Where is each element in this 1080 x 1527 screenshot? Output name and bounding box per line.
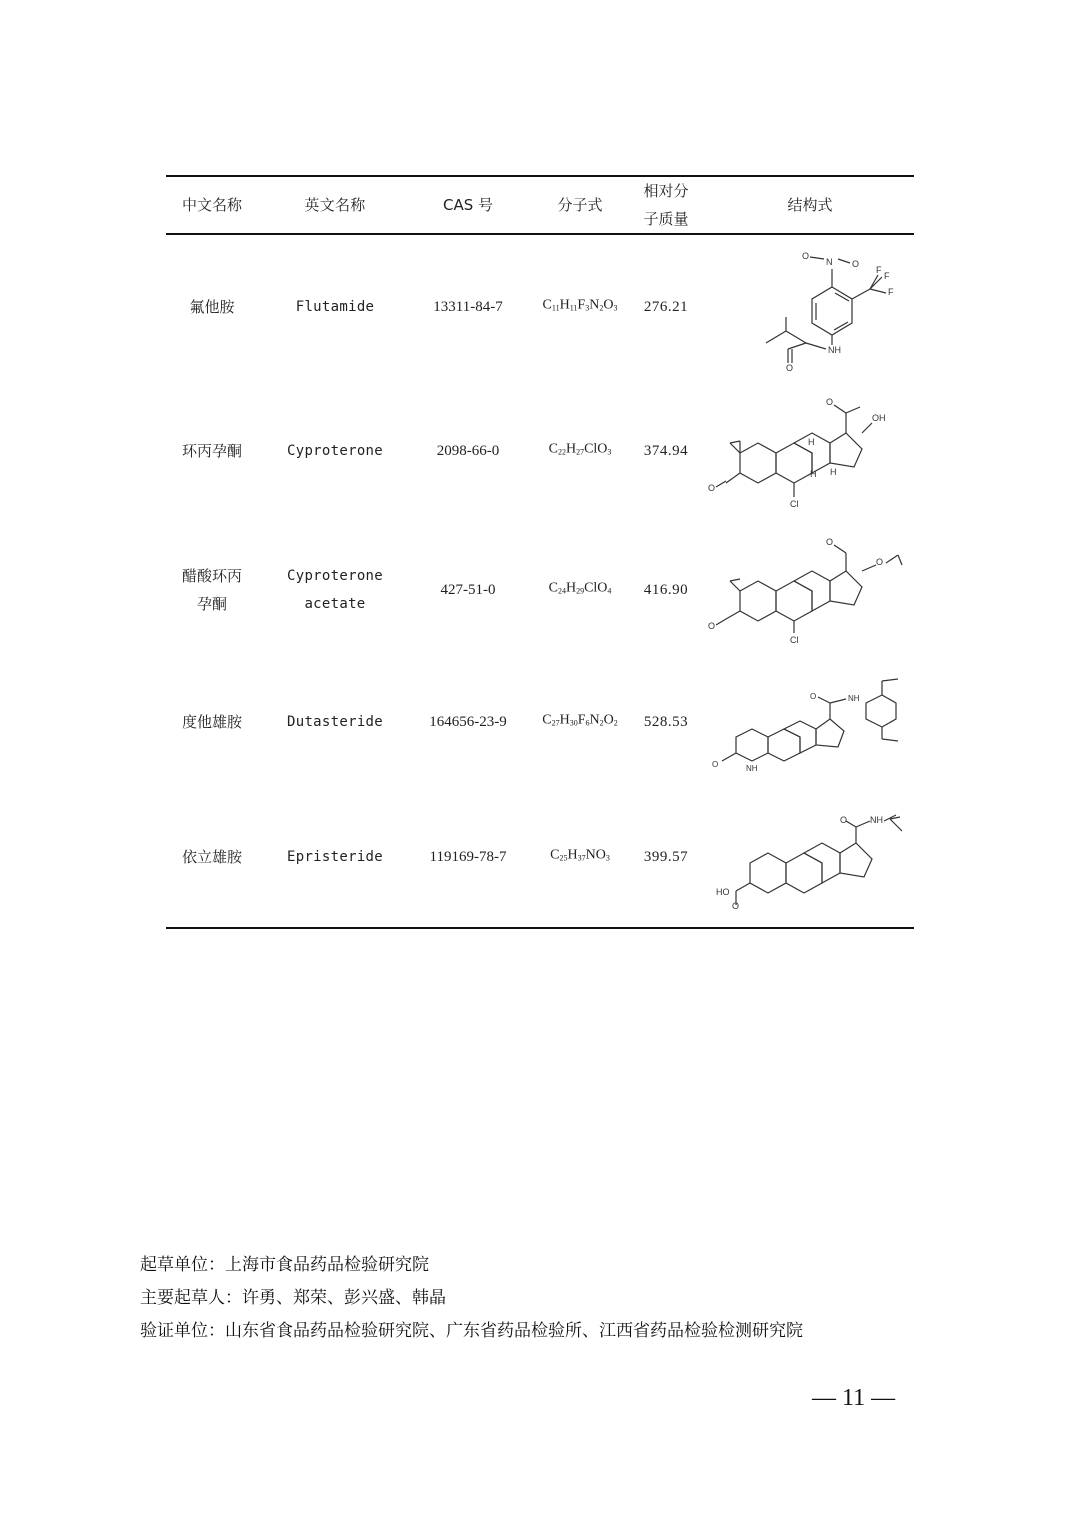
row-cas: 13311-84-7 xyxy=(433,299,503,315)
svg-text:O: O xyxy=(810,692,817,701)
row-cas: 427-51-0 xyxy=(440,582,496,598)
row-mw: 416.90 xyxy=(643,582,689,598)
cyproterone-structure-icon xyxy=(706,393,906,511)
svg-text:OH: OH xyxy=(872,413,886,423)
row-mw: 276.21 xyxy=(643,299,689,315)
header-mw-line2: 子质量 xyxy=(643,210,689,228)
zh-name-line: 依立雄胺 xyxy=(181,848,242,866)
zh-name-line: 氟他胺 xyxy=(189,298,235,316)
dutasteride-structure-icon xyxy=(706,673,906,779)
header-en-name: 英文名称 xyxy=(304,196,366,214)
row-mw: 399.57 xyxy=(643,849,689,865)
svg-text:H: H xyxy=(830,467,837,477)
row-formula: $C_{24}H_{29}ClO_4$ xyxy=(548,580,612,596)
svg-text:F: F xyxy=(876,265,882,275)
row-mw: 528.53 xyxy=(643,714,689,730)
svg-text:O: O xyxy=(840,815,848,825)
drafting-unit: 起草单位：上海市食品药品检验研究院 xyxy=(140,1255,429,1275)
row-zh-name xyxy=(166,843,258,871)
en-name-line: Epristeride xyxy=(286,849,384,865)
zh-name-line: 度他雄胺 xyxy=(181,713,242,731)
header-formula: 分子式 xyxy=(557,196,603,214)
row-cas: 164656-23-9 xyxy=(429,714,507,730)
header-zh-name: 中文名称 xyxy=(181,196,242,214)
svg-text:NH: NH xyxy=(746,764,758,773)
row-cas: 2098-66-0 xyxy=(436,443,500,459)
epristeride-structure-icon xyxy=(706,813,906,909)
en-name-line: Cyproterone xyxy=(286,568,384,584)
zh-name-line: 环丙孕酮 xyxy=(181,442,242,460)
row-en-name xyxy=(262,843,408,871)
row-formula: $C_{11}H_{11}F_3N_2O_3$ xyxy=(542,297,618,313)
table-header-rule xyxy=(166,233,914,235)
row-en-name xyxy=(262,708,408,736)
row-formula: $C_{27}H_{30}F_6N_2O_2$ xyxy=(542,712,618,728)
verification-units: 验证单位：山东省食品药品检验研究院、广东省药品检验所、江西省药品检验检测研究院 xyxy=(140,1321,803,1341)
row-en-name xyxy=(262,437,408,465)
svg-text:Cl: Cl xyxy=(790,499,799,509)
en-name-line: Cyproterone xyxy=(286,443,384,459)
row-en-name xyxy=(262,293,408,321)
svg-text:O: O xyxy=(852,259,860,269)
drafters: 主要起草人：许勇、郑荣、彭兴盛、韩晶 xyxy=(140,1288,446,1308)
flutamide-structure-icon xyxy=(706,247,906,371)
svg-text:N: N xyxy=(826,257,833,267)
svg-text:O: O xyxy=(826,397,834,407)
row-formula: $C_{22}H_{27}ClO_3$ xyxy=(548,441,612,457)
svg-text:NH: NH xyxy=(828,345,841,355)
svg-text:Cl: Cl xyxy=(790,635,799,645)
header-mw xyxy=(630,177,702,233)
cyproterone-acetate-structure-icon xyxy=(706,535,906,647)
row-zh-name xyxy=(166,437,258,465)
svg-text:H: H xyxy=(808,437,815,447)
header-structure: 结构式 xyxy=(787,196,833,214)
page-number: — 11 — xyxy=(812,1385,896,1411)
svg-text:NH: NH xyxy=(870,815,883,825)
zh-name-line: 孕酮 xyxy=(196,595,227,613)
svg-text:F: F xyxy=(888,287,894,297)
row-formula: $C_{25}H_{37}NO_3$ xyxy=(550,847,610,863)
row-zh-name xyxy=(166,293,258,321)
svg-text:O: O xyxy=(732,901,740,909)
svg-text:H: H xyxy=(810,469,817,479)
svg-text:O: O xyxy=(708,621,716,631)
row-mw: 374.94 xyxy=(643,443,689,459)
en-name-line: Dutasteride xyxy=(286,714,384,730)
en-name-line: acetate xyxy=(304,596,366,612)
svg-text:HO: HO xyxy=(716,887,730,897)
en-name-line: Flutamide xyxy=(295,299,375,315)
table-bottom-rule xyxy=(166,927,914,929)
row-cas: 119169-78-7 xyxy=(429,849,507,865)
table-top-rule xyxy=(166,175,914,177)
svg-text:O: O xyxy=(826,537,834,547)
svg-text:O: O xyxy=(876,557,884,567)
row-zh-name xyxy=(166,708,258,736)
header-mw-line1: 相对分 xyxy=(643,182,689,200)
svg-text:F: F xyxy=(884,271,890,281)
row-en-name xyxy=(262,562,408,618)
svg-text:NH: NH xyxy=(848,694,860,703)
zh-name-line: 醋酸环丙 xyxy=(181,567,242,585)
svg-text:O: O xyxy=(712,760,719,769)
header-cas: CAS 号 xyxy=(442,196,494,214)
svg-text:O: O xyxy=(802,251,810,261)
row-zh-name xyxy=(166,562,258,618)
svg-text:O: O xyxy=(786,363,794,371)
svg-text:O: O xyxy=(708,483,716,493)
